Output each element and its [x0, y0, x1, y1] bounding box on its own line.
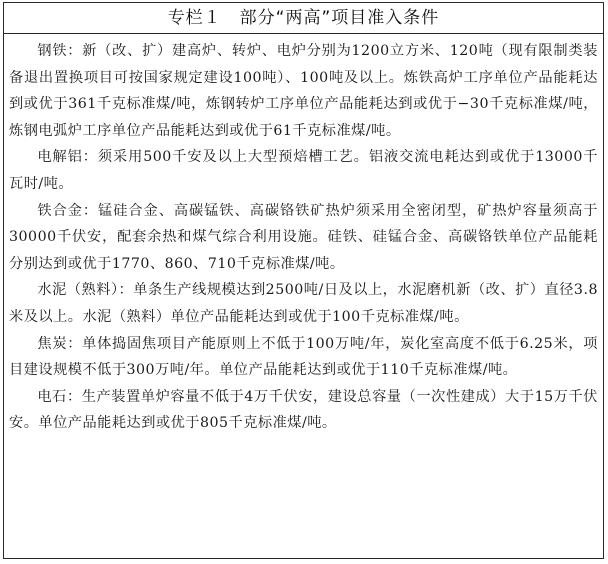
paragraph-coke: 焦炭：单体捣固焦项目产能原则上不低于100万吨/年，炭化室高度不低于6.25米，项目建设规模不低于300万吨/年。单位产品能耗达到或优于110千克标准煤/吨。 — [9, 335, 598, 379]
panel-title: 专栏１ 部分“两高”项目准入条件 — [4, 3, 603, 34]
paragraph-ferroalloy: 铁合金：锰硅合金、高碳锰铁、高碳铬铁矿热炉须采用全密闭型，矿热炉容量须高于30000千伏安，配套余热和煤气综合利用设施。硅铁、硅锰合金、高碳铬铁单位产品能耗分别达到或优于1770、860、710千克标准煤/吨。 — [9, 202, 598, 272]
paragraph-aluminum: 电解铝：须采用500千安及以上大型预焙槽工艺。铝液交流电耗达到或优于13000千瓦时/吨。 — [9, 149, 598, 192]
policy-panel — [3, 2, 604, 559]
paragraph-steel: 钢铁：新（改、扩）建高炉、转炉、电炉分别为1200立方米、120吨（现有限制类装备退出置换项目可按国家规定建设100吨）、100吨及以上。炼铁高炉工序单位产品能耗达到或优于361千克标准煤/吨，炼钢转炉工序单位产品能耗达到或优于−30千克标准煤/吨，炼钢电弧炉工序单位产品能耗达到或优于61千克标准煤/吨。 — [9, 43, 598, 139]
paragraph-calcium-carbide: 电石：生产装置单炉容量不低于4万千伏安，建设总容量（一次性建成）大于15万千伏安。单位产品能耗达到或优于805千克标准煤/吨。 — [9, 388, 598, 432]
panel-body — [4, 34, 603, 437]
paragraph-cement: 水泥（熟料）：单条生产线规模达到2500吨/日及以上，水泥磨机新（改、扩）直径3.8米及以上。水泥（熟料）单位产品能耗达到或优于100千克标准煤/吨。 — [9, 282, 598, 325]
